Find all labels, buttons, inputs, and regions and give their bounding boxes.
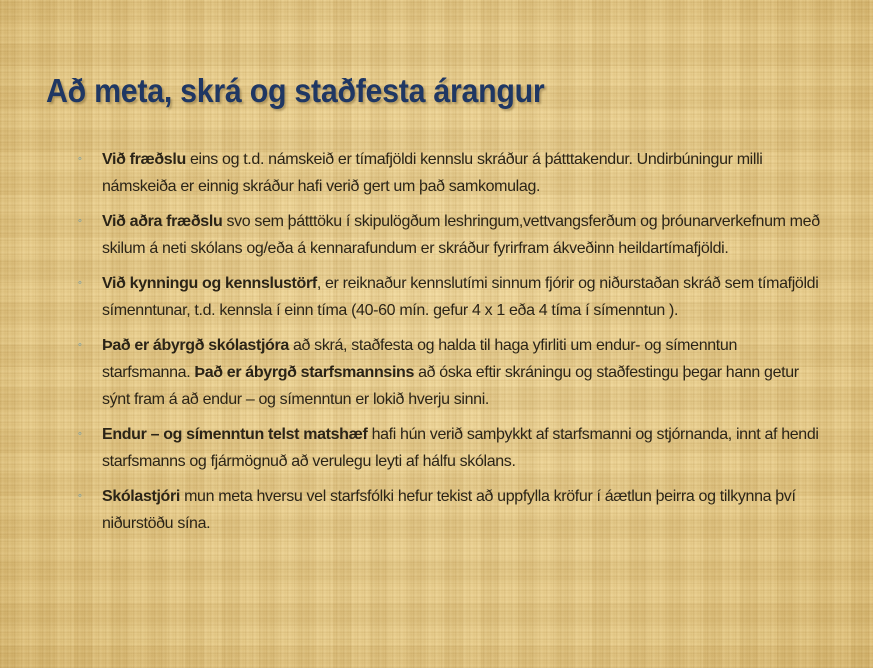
bullet-heading: Við fræðslu	[102, 151, 186, 168]
bullet-circle-icon: ◦	[78, 339, 82, 351]
bullet-item	[78, 332, 828, 413]
bullet-text: mun meta hversu vel starfsfólki hefur tekist að uppfylla kröfur í áætlun þeirra og tilkynna því niðurstöðu sína.	[102, 488, 796, 532]
bullet-circle-icon: ◦	[78, 428, 82, 440]
bullet-circle-icon: ◦	[78, 277, 82, 289]
bullet-text: eins og t.d. námskeið er tímafjöldi kennslu skráður á þátttakendur. Undirbúningur milli námskeiða er einnig skráður hafi verið gert um það samkomulag.	[102, 151, 763, 195]
bullet-circle-icon: ◦	[78, 215, 82, 227]
bullet-item	[78, 483, 828, 537]
bullet-text: svo sem þátttöku í skipulögðum leshringum,vettvangsferðum og þróunarverkefnum með skilum á neti skólans og/eða á kennarafundum er skráður fyrirfram ákveðinn heildartímafjöldi.	[102, 213, 820, 257]
bullet-heading: Við kynningu og kennslustörf	[102, 275, 317, 292]
bullet-item	[78, 146, 828, 200]
bullet-heading: Skólastjóri	[102, 488, 180, 505]
bullet-item	[78, 270, 828, 324]
bullet-text: að skrá, staðfesta og halda til haga yfirliti um endur- og símenntun starfsmanna.	[102, 337, 737, 381]
slide-title: Að meta, skrá og staðfesta árangur	[46, 72, 545, 109]
bullet-text: hafi hún verið samþykkt af starfsmanni og stjórnanda, innt af hendi starfsmanns og fjármögnuð að verulegu leyti af hálfu skólans.	[102, 426, 819, 470]
bullet-circle-icon: ◦	[78, 490, 82, 502]
bullet-item	[78, 421, 828, 475]
bullet-text-secondary: að óska eftir skráningu og staðfestingu þegar hann getur sýnt fram á að endur – og símenntun er lokið hverju sinni.	[102, 364, 799, 408]
bullet-heading: Það er ábyrgð skólastjóra	[102, 337, 289, 354]
bullet-list	[78, 146, 828, 545]
bullet-circle-icon: ◦	[78, 153, 82, 165]
bullet-text: , er reiknaður kennslutími sinnum fjórir og niðurstaðan skráð sem tímafjöldi símenntunar, t.d. kennsla í einn tíma (40-60 mín. gefur 4 x 1 eða 4 tíma í símenntun ).	[102, 275, 819, 319]
bullet-heading-secondary: Það er ábyrgð starfsmannsins	[194, 364, 415, 381]
bullet-heading: Við aðra fræðslu	[102, 213, 223, 230]
bullet-heading: Endur – og símenntun telst matshæf	[102, 426, 368, 443]
bullet-item	[78, 208, 828, 262]
